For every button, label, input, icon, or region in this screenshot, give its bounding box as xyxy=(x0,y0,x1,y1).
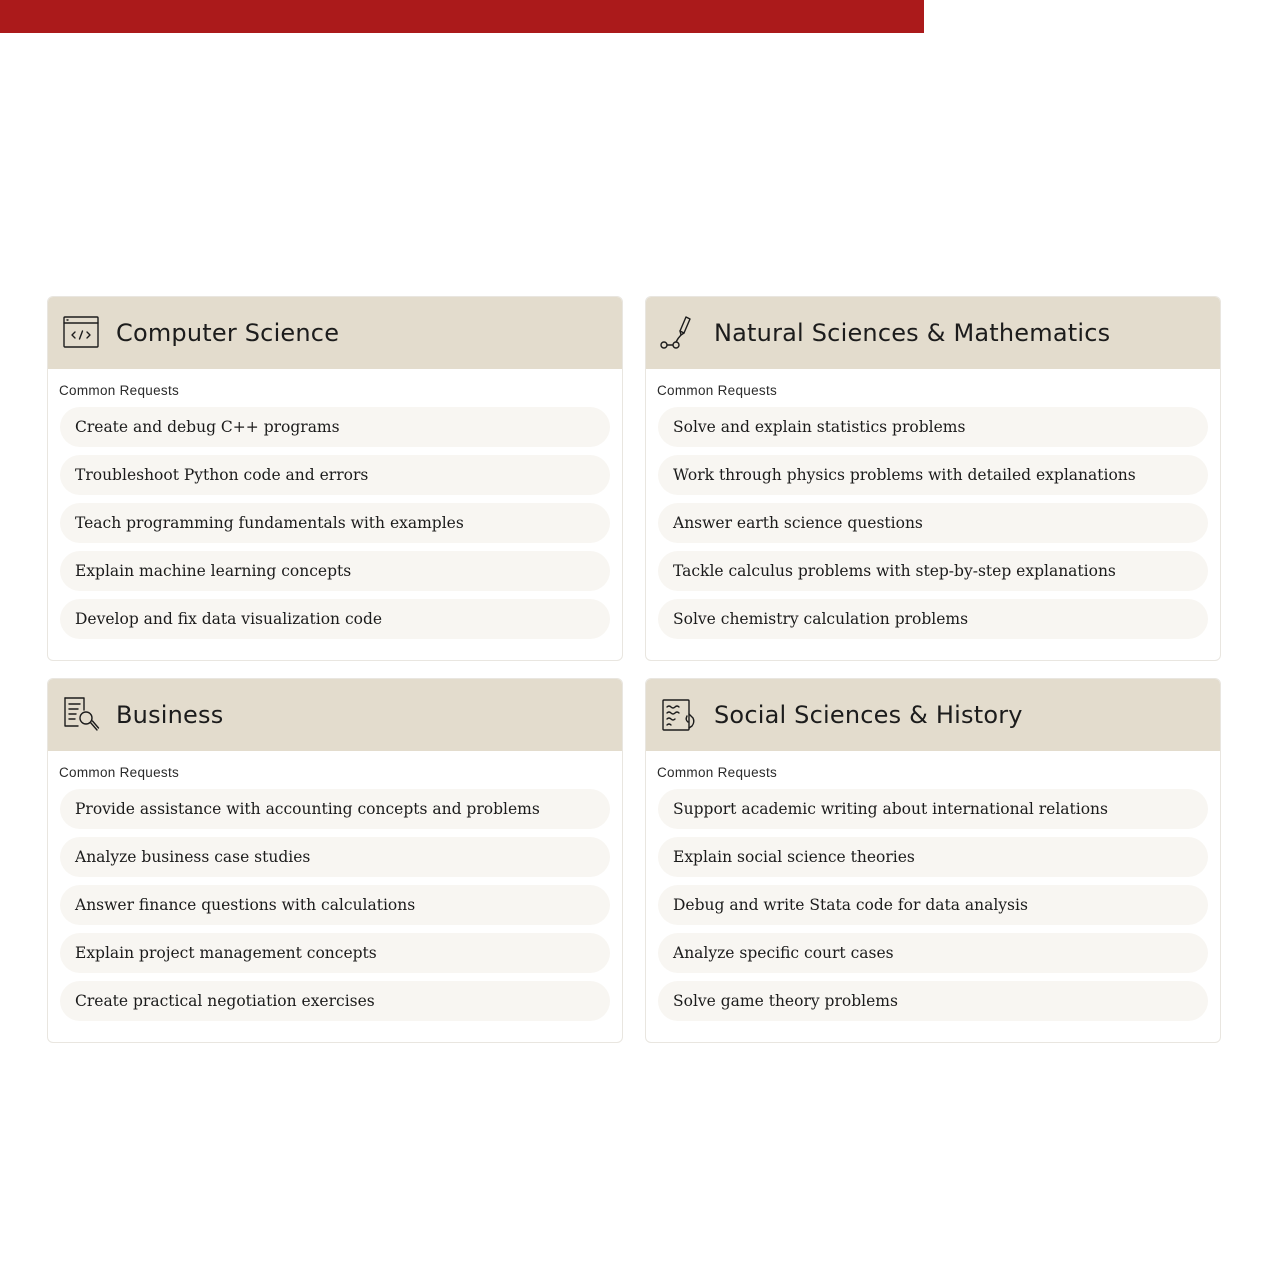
request-item[interactable]: Debug and write Stata code for data analysis xyxy=(658,885,1208,925)
request-item[interactable]: Troubleshoot Python code and errors xyxy=(60,455,610,495)
request-item[interactable]: Analyze business case studies xyxy=(60,837,610,877)
top-accent-bar xyxy=(0,0,924,33)
request-item[interactable]: Work through physics problems with detailed explanations xyxy=(658,455,1208,495)
document-magnifier-icon xyxy=(60,694,102,736)
card-header xyxy=(48,297,622,369)
card-header xyxy=(646,297,1220,369)
request-item[interactable]: Solve game theory problems xyxy=(658,981,1208,1021)
card-title: Computer Science xyxy=(116,319,340,347)
request-item[interactable]: Create and debug C++ programs xyxy=(60,407,610,447)
request-item[interactable]: Explain project management concepts xyxy=(60,933,610,973)
section-label: Common Requests xyxy=(657,765,778,780)
card-computer-science xyxy=(47,296,623,661)
request-item[interactable]: Analyze specific court cases xyxy=(658,933,1208,973)
request-item[interactable]: Tackle calculus problems with step-by-step explanations xyxy=(658,551,1208,591)
request-item[interactable]: Solve chemistry calculation problems xyxy=(658,599,1208,639)
pen-graph-icon xyxy=(658,312,700,354)
request-item[interactable]: Explain machine learning concepts xyxy=(60,551,610,591)
card-social-sciences xyxy=(645,678,1221,1043)
card-title: Social Sciences & History xyxy=(714,701,1023,729)
card-business xyxy=(47,678,623,1043)
request-item[interactable]: Develop and fix data visualization code xyxy=(60,599,610,639)
request-item[interactable]: Support academic writing about international relations xyxy=(658,789,1208,829)
code-window-icon xyxy=(60,312,102,354)
request-item[interactable]: Teach programming fundamentals with examples xyxy=(60,503,610,543)
request-item[interactable]: Answer finance questions with calculations xyxy=(60,885,610,925)
section-label: Common Requests xyxy=(59,765,180,780)
request-list xyxy=(48,789,622,1021)
request-item[interactable]: Answer earth science questions xyxy=(658,503,1208,543)
card-natural-sciences xyxy=(645,296,1221,661)
notepad-hand-icon xyxy=(658,694,700,736)
card-header xyxy=(646,679,1220,751)
request-item[interactable]: Create practical negotiation exercises xyxy=(60,981,610,1021)
request-list xyxy=(48,407,622,639)
request-item[interactable]: Provide assistance with accounting concepts and problems xyxy=(60,789,610,829)
section-label: Common Requests xyxy=(59,383,180,398)
request-item[interactable]: Explain social science theories xyxy=(658,837,1208,877)
card-title: Natural Sciences & Mathematics xyxy=(714,319,1111,347)
request-list xyxy=(646,789,1220,1021)
card-title: Business xyxy=(116,701,224,729)
card-header xyxy=(48,679,622,751)
request-item[interactable]: Solve and explain statistics problems xyxy=(658,407,1208,447)
request-list xyxy=(646,407,1220,639)
section-label: Common Requests xyxy=(657,383,778,398)
